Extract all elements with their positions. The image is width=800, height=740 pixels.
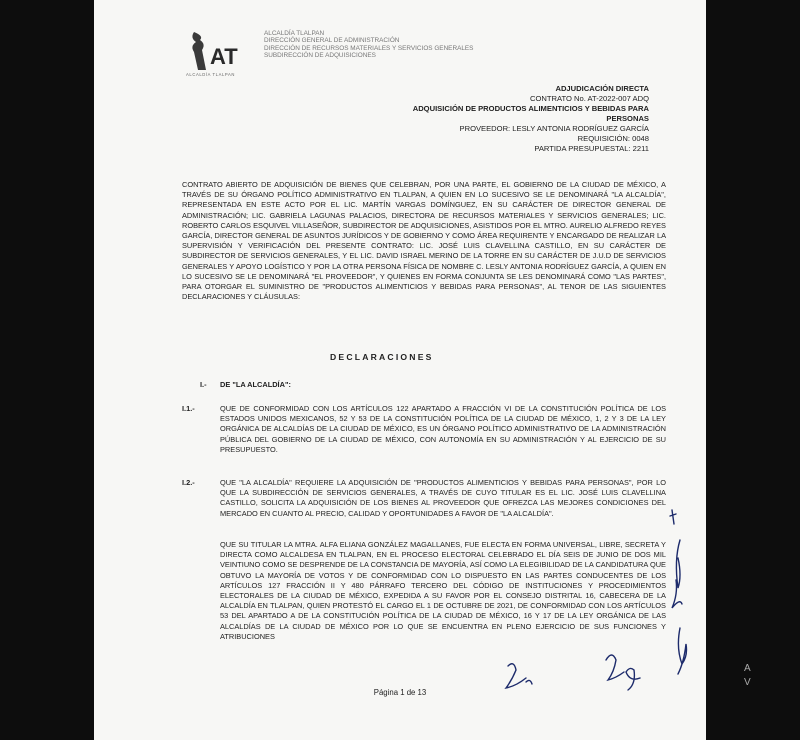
- agency-header: [264, 30, 473, 60]
- clause-text: QUE SU TITULAR LA MTRA. ALFA ELIANA GONZÁLEZ MAGALLANES, FUE ELECTA EN FORMA UNIVERSAL, LIBRE, SECRETA Y DIRECTA COMO ALCALDESA EN TLALPAN, EN EL PROCESO ELECTORAL CELEBRADO EL DÍA SEIS DE JUNIO DE DOS MIL VEINTIUNO COMO SE DESPRENDE DE LA CONSTANCIA DE MAYORÍA, ASÍ COMO LA ELEGIBILIDAD DE LA CANDIDATURA QUE OBTUVO LA MAYORÍA DE VOTOS Y DE CONFORMIDAD CON LO DISPUESTO EN LAS PARTES CONDUCENTES DE LOS ARTÍCULOS 127 FRACCIÓN II Y 480 PÁRRAFO TERCERO DEL CÓDIGO DE INSTITUCIONES Y PROCEDIMIENTOS ELECTORALES DE LA CIUDAD DE MÉXICO, EXPEDIDA A SU FAVOR POR EL CONSEJO DISTRITAL 16, CABECERA DE LA ALCALDÍA EN TLALPAN, QUIEN PROTESTÓ EL CARGO EL 1 DE OCTUBRE DE 2021, DE CONFORMIDAD CON LOS ARTÍCULOS 53 DEL APARTADO A DE LA CONSTITUCIÓN POLÍTICA DE LA CIUDAD DE MÉXICO, 16 Y 17 DE LA LEY ORGÁNICA DE LAS ALCALDÍAS DE LA CIUDAD DE MÉXICO POR LO QUE SE ENCUENTRA EN PLENO EJERCICIO DE SUS FUNCIONES Y ATRIBUCIONES: [220, 540, 666, 641]
- agency-line: DIRECCIÓN DE RECURSOS MATERIALES Y SERVICIOS GENERALES: [264, 44, 474, 52]
- requisition-number: REQUISICIÓN: 0048: [577, 134, 649, 143]
- logo-caption: ALCALDÍA TLALPAN: [186, 72, 236, 77]
- agency-line: ALCALDÍA TLALPAN: [264, 30, 325, 37]
- intro-paragraph: CONTRATO ABIERTO DE ADQUISICIÓN DE BIENES QUE CELEBRAN, POR UNA PARTE, EL GOBIERNO DE LA CIUDAD DE MÉXICO, A TRAVÉS DE SU ÓRGANO POLÍTICO ADMINISTRATIVO EN TLALPAN, A QUIEN EN LO SUCESIVO SE LE DENOMINARÁ "LA ALCALDÍA", REPRESENTADA EN ESTE ACTO POR EL LIC. MARTÍN VARGAS DOMÍNGUEZ, EN SU CARÁCTER DE DIRECTOR GENERAL DE ADMINISTRACIÓN; LIC. GABRIELA LAGUNAS PALACIOS, DIRECTORA DE RECURSOS MATERIALES Y SERVICIOS GENERALES; LIC. ROBERTO CARLOS ESQUIVEL VILLASEÑOR, SUBDIRECTOR DE ADQUISICIONES, ASISTIDOS POR EL MTRO. AURELIO ALFREDO REYES GARCÍA, DIRECTOR GENERAL DE ASUNTOS JURÍDICOS Y DE GOBIERNO Y COMO ÁREA REQUIRENTE Y ENCARGADO DE REALIZAR LA SUPERVISIÓN Y VERIFICACIÓN DEL PRESENTE CONTRATO: LIC. JOSÉ LUIS CLAVELLINA CASTILLO, EN SU CARÁCTER DE SUBDIRECTOR DE SERVICIOS GENERALES, Y EL LIC. DAVID ISRAEL MERINO DE LA TORRE EN SU CARÁCTER DE J.U.D DE SERVICIOS GENERALES Y APOYO LOGÍSTICO Y POR LA OTRA PERSONA FÍSICA DE NOMBRE C. LESLY ANTONIA RODRÍGUEZ GARCÍA, A QUIEN EN LO SUCESIVO SE LE DENOMINARÁ "EL PROVEEDOR", Y QUIENES EN FORMA CONJUNTA SE LES DENOMINARÁ COMO "LAS PARTES", PARA OTORGAR EL SUMINISTRO DE "PRODUCTOS ALIMENTICIOS Y BEBIDAS PARA PERSONAS", AL TENOR DE LAS SIGUIENTES DECLARACIONES Y CLÁUSULAS:: [182, 180, 666, 302]
- background-window-text: [744, 662, 751, 690]
- section-title: DE "LA ALCALDÍA":: [220, 380, 291, 389]
- declarations-title: DECLARACIONES: [330, 352, 434, 362]
- clause-text: QUE "LA ALCALDÍA" REQUIERE LA ADQUISICIÓN DE "PRODUCTOS ALIMENTICIOS Y BEBIDAS PARA PERSONAS", POR LO QUE LA SUBDIRECCIÓN DE SERVICIOS GENERALES, A TRAVÉS DE CUYO TITULAR ES EL LIC. JOSÉ LUIS CLAVELLINA CASTILLO, SOLICITA LA ADQUISICIÓN DE LOS BIENES AL PROVEEDOR QUE OFREZCA LAS MEJORES CONDICIONES DEL MERCADO EN CUANTO AL PRECIO, CALIDAD Y OPORTUNIDADES A FAVOR DE "LA ALCALDÍA".: [220, 478, 666, 518]
- contract-subject: ADQUISICIÓN DE PRODUCTOS ALIMENTICIOS Y BEBIDAS PARA PERSONAS: [412, 104, 649, 123]
- clause-number: I.2.-: [182, 478, 195, 487]
- agency-line: DIRECCIÓN GENERAL DE ADMINISTRACIÓN: [264, 37, 400, 45]
- section-number: I.-: [200, 380, 207, 389]
- document-page: [94, 0, 706, 740]
- clause-text: QUE DE CONFORMIDAD CON LOS ARTÍCULOS 122 APARTADO A FRACCIÓN VI DE LA CONSTITUCIÓN POLÍTICA DE LOS ESTADOS UNIDOS MEXICANOS, 52 Y 53 DE LA CONSTITUCIÓN POLÍTICA DE LA CIUDAD DE MÉXICO, 1, 2 Y 3 DE LA LEY ORGÁNICA DE ALCALDÍAS DE LA CIUDAD DE MÉXICO, ES UN ÓRGANO POLÍTICO ADMINISTRATIVO DE LA ADMINISTRACIÓN PÚBLICA DEL GOBIERNO DE LA CIUDAD DE MÉXICO, CON AUTONOMÍA EN SU ADMINISTRACIÓN Y AL EJERCICIO DE SU PRESUPUESTO.: [220, 404, 666, 454]
- award-type: ADJUDICACIÓN DIRECTA: [555, 84, 649, 93]
- alcaldia-logo: [180, 20, 250, 78]
- supplier-name: PROVEEDOR: LESLY ANTONIA RODRÍGUEZ GARCÍA: [459, 124, 649, 133]
- agency-line: SUBDIRECCIÓN DE ADQUISICIONES: [264, 52, 376, 60]
- clause-number: I.1.-: [182, 404, 195, 413]
- background-window-text-line: A V: [744, 663, 751, 688]
- logo-text: AT: [210, 44, 238, 69]
- page-number: Página 1 de 13: [373, 688, 427, 697]
- budget-line: PARTIDA PRESUPUESTAL: 2211: [534, 144, 649, 153]
- contract-number: CONTRATO No. AT-2022-007 ADQ: [529, 94, 649, 103]
- contract-reference: [389, 84, 649, 154]
